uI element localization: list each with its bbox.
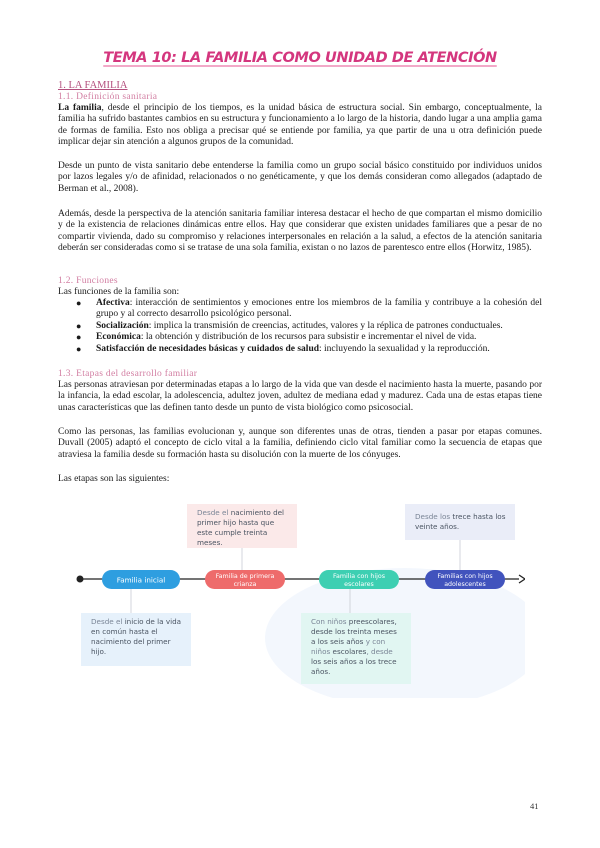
stage1-description-line1: Desde el inicio de la vida <box>91 617 182 626</box>
functions-list <box>58 298 542 355</box>
stage1-description-line2: en común hasta el <box>91 627 158 636</box>
bullet-icon: ● <box>76 332 82 343</box>
stage-label-hijos-adolescentes-2: adolescentes <box>444 581 486 588</box>
bullet-icon: ● <box>76 320 82 331</box>
stage2-description-line4: meses. <box>197 538 223 547</box>
paragraph-etapas-1: Las personas atraviesan por determinadas etapas a lo largo de la vida que van desde el nacimiento hasta la muerte, pasando por la infancia, la edad escolar, la adolescencia, adultez joven, adultez de mediana edad y madurez. Cada una de estas etapas tiene unas características que las definen tanto desde un punto de vista biológico como psicosocial. <box>58 380 542 413</box>
paragraph-text: , desde el principio de los tiempos, es la unidad básica de estructura social. Sin embargo, conceptualmente, la familia ha sufrido bastantes cambios en su estructura y funcionamiento a lo largo de la historia, dando lugar a una amplia gama de formas de familia. Esto nos obliga a precisar qué se entiende por familia, ya que partir de una u otra definición puede implicar dejar sin atención a algunos grupos de la comunidad. <box>58 103 542 148</box>
stage2-description-line3: este cumple treinta <box>197 528 268 537</box>
function-term: Satisfacción de necesidades básicas y cuidados de salud <box>96 343 320 354</box>
stage3-description-line4: niños escolares, desde <box>311 647 393 656</box>
stage1-description-line3: nacimiento del primer <box>91 637 171 646</box>
stage-label-hijos-escolares-1: Familia con hijos <box>332 573 386 580</box>
function-text: : la obtención y distribución de los recursos para subsistir e incrementar el nivel de vida. <box>140 332 477 343</box>
list-item <box>58 332 542 343</box>
stage2-description-line2: primer hijo hasta que <box>197 518 275 527</box>
timeline-start-dot <box>77 576 84 583</box>
functions-intro: Las funciones de la familia son: <box>58 287 180 297</box>
term-familia: La familia <box>58 103 102 113</box>
bullet-icon: ● <box>76 343 82 354</box>
paragraph-definicion-2: Desde un punto de vista sanitario debe entenderse la familia como un grupo social básico constituido por individuos unidos por lazos legales y/o de afinidad, relacionados o no genéticamente, y que los demás consideran como allegados (adaptado de Berman et al., 2008). <box>58 161 542 194</box>
subsection-heading-definicion: 1.1. Definición sanitaria <box>58 92 158 102</box>
function-text: : implica la transmisión de creencias, actitudes, valores y la réplica de patrones conductuales. <box>148 320 503 331</box>
list-item <box>58 321 542 332</box>
stage-label-hijos-adolescentes-1: Familias con hijos <box>437 573 493 580</box>
paragraph-etapas-2: Como las personas, las familias evolucionan y, aunque son diferentes unas de otras, tienden a pasar por etapas comunes. Duvall (2005) adaptó el concepto de ciclo vital a la familia, definiendo ciclo vital familiar como la secuencia de etapas que atraviesa la familia desde su formación hasta su disolución con la muerte de los cónyuges. <box>58 427 542 460</box>
page-number: 41 <box>530 801 539 811</box>
family-cycle-diagram <box>75 498 525 698</box>
list-item <box>58 344 542 355</box>
timeline-arrow-icon <box>519 575 525 583</box>
stage2-description-line1: Desde el nacimiento del <box>197 508 285 517</box>
function-term: Afectiva <box>96 298 130 308</box>
paragraph-definicion-3: Además, desde la perspectiva de la atención sanitaria familiar interesa destacar el hecho de que compartan el mismo domicilio y de la existencia de relaciones dinámicas entre ellos. Hay que considerar que existen unidades familiares que a pesar de no compartir vivienda, dado su compromiso y relaciones interpersonales en relación a la salud, a efectos de la atención sanitaria deberán ser consideradas como si se tratase de una sola familia, existan o no lazos de parentesco entre ellos (Horwitz, 1985). <box>58 209 542 254</box>
stage3-description-line1: Con niños preescolares, <box>311 617 397 626</box>
stage-label-familia-inicial: Familia inicial <box>116 575 166 585</box>
subsection-heading-funciones: 1.2. Funciones <box>58 276 118 286</box>
stage3-description-line6: años. <box>311 667 331 676</box>
list-item <box>58 298 542 321</box>
page-title: TEMA 10: LA FAMILIA COMO UNIDAD DE ATENCIÓN <box>103 50 497 66</box>
function-text: : interacción de sentimientos y emociones entre los miembros de la familia y contribuye a la cohesión del grupo y al correcto desarrollo psicológico personal. <box>96 298 542 320</box>
stage4-description-line2: veinte años. <box>415 522 460 531</box>
stage-label-primera-crianza-1: Familia de primera <box>215 573 275 580</box>
section-heading-familia: 1. LA FAMILIA <box>58 80 128 91</box>
function-term: Económica <box>96 332 141 343</box>
stage3-description-line5: los seis años a los trece <box>311 657 397 666</box>
bullet-icon: ● <box>76 298 82 308</box>
subsection-heading-etapas: 1.3. Etapas del desarrollo familiar <box>58 369 198 379</box>
function-term: Socialización <box>96 320 149 331</box>
function-text: : incluyendo la sexualidad y la reproducción. <box>319 343 490 354</box>
stage3-description-line2: desde los treinta meses <box>311 627 397 636</box>
paragraph-definicion-1 <box>58 103 542 149</box>
stage4-description-line1: Desde los trece hasta los <box>415 512 506 521</box>
stage1-description-line4: hijo. <box>91 647 107 656</box>
stage3-description-line3: a los seis años y con <box>311 637 386 646</box>
stage-label-hijos-escolares-2: escolares <box>344 581 374 588</box>
stage-label-primera-crianza-2: crianza <box>233 581 257 588</box>
paragraph-etapas-3: Las etapas son las siguientes: <box>58 474 170 484</box>
